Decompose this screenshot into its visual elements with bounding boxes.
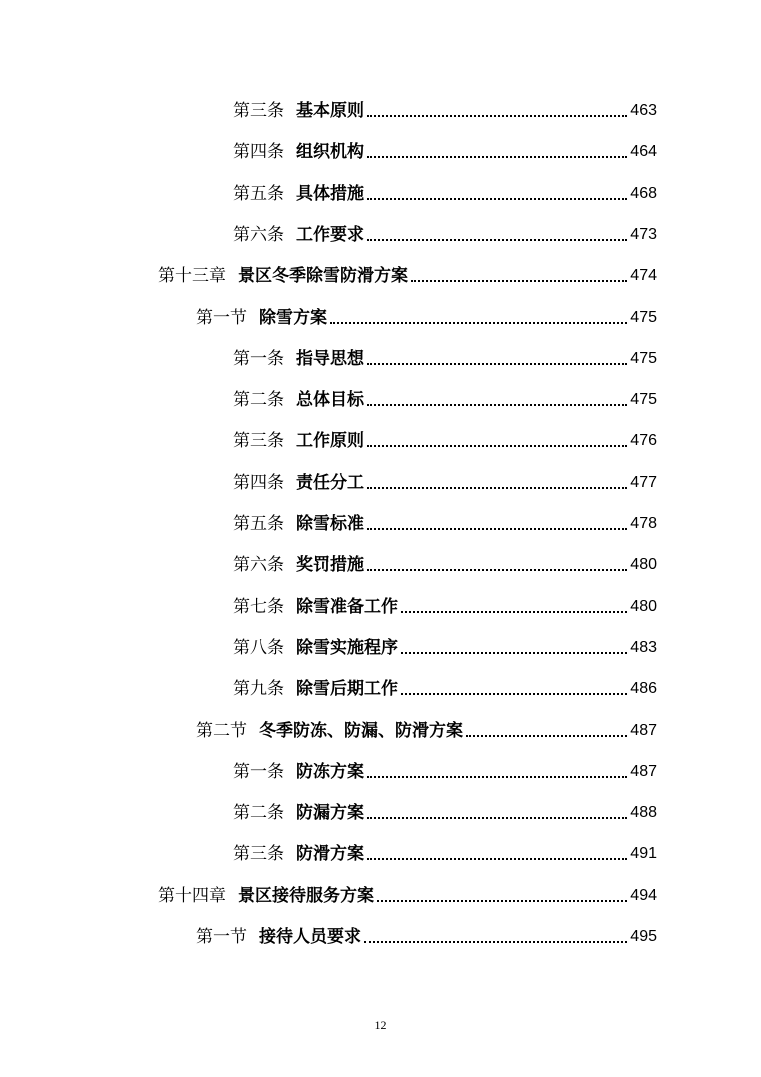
toc-dot-leader xyxy=(367,239,627,241)
toc-entry-title: 除雪后期工作 xyxy=(296,679,398,700)
toc-entry-article[interactable] xyxy=(233,798,657,824)
toc-entry-article[interactable] xyxy=(233,757,657,783)
toc-entry-article[interactable] xyxy=(233,344,657,370)
toc-entry-title: 指导思想 xyxy=(296,348,364,369)
toc-entry-page: 463 xyxy=(630,102,657,119)
toc-entry-title: 冬季防冻、防漏、防滑方案 xyxy=(259,720,463,741)
toc-entry-number: 第二条 xyxy=(233,390,284,411)
toc-entry-article[interactable] xyxy=(233,674,657,700)
toc-entry-number: 第五条 xyxy=(233,183,284,204)
toc-entry-chapter[interactable] xyxy=(158,261,657,287)
toc-entry-title: 防冻方案 xyxy=(296,761,364,782)
toc-entry-number: 第八条 xyxy=(233,637,284,658)
toc-dot-leader xyxy=(367,776,627,778)
toc-dot-leader xyxy=(401,652,627,654)
toc-dot-leader xyxy=(401,611,627,613)
toc-entry-title: 除雪标准 xyxy=(296,514,364,534)
toc-entry-page: 468 xyxy=(630,184,657,202)
toc-entry-article[interactable] xyxy=(233,96,657,122)
toc-entry-page: 476 xyxy=(630,432,657,450)
toc-dot-leader xyxy=(364,941,627,943)
toc-dot-leader xyxy=(367,198,627,200)
toc-dot-leader xyxy=(367,487,627,489)
toc-entry-page: 475 xyxy=(630,308,657,326)
toc-entry-article[interactable] xyxy=(233,220,657,246)
toc-entry-number: 第十三章 xyxy=(158,266,226,287)
toc-entry-title: 除雪实施程序 xyxy=(296,637,398,658)
toc-entry-article[interactable] xyxy=(233,468,657,494)
toc-dot-leader xyxy=(411,280,627,282)
toc-entry-page: 477 xyxy=(630,473,657,491)
toc-dot-leader xyxy=(367,363,627,365)
toc-entry-number: 第一节 xyxy=(196,927,247,947)
toc-entry-number: 第六条 xyxy=(233,555,284,576)
toc-entry-chapter[interactable] xyxy=(158,881,657,907)
toc-dot-leader xyxy=(367,115,627,117)
toc-entry-page: 478 xyxy=(630,515,657,532)
toc-entry-page: 464 xyxy=(630,143,657,161)
page-number: 12 xyxy=(374,1018,387,1032)
toc-entry-number: 第三条 xyxy=(233,844,284,865)
toc-entry-article[interactable] xyxy=(233,385,657,411)
toc-entry-number: 第一条 xyxy=(233,348,284,369)
toc-entry-number: 第一条 xyxy=(233,761,284,782)
toc-entry-title: 基本原则 xyxy=(296,101,364,121)
toc-dot-leader xyxy=(367,156,627,158)
toc-entry-article[interactable] xyxy=(233,509,657,535)
toc-entry-title: 防漏方案 xyxy=(296,803,364,824)
toc-entry-article[interactable] xyxy=(233,179,657,205)
toc-entry-article[interactable] xyxy=(233,137,657,163)
toc-entry-article[interactable] xyxy=(233,426,657,452)
toc-entry-page: 494 xyxy=(630,886,657,904)
toc-dot-leader xyxy=(330,322,627,324)
toc-entry-title: 奖罚措施 xyxy=(296,555,364,576)
toc-entry-page: 475 xyxy=(630,391,657,409)
toc-entry-number: 第九条 xyxy=(233,679,284,700)
toc-entry-article[interactable] xyxy=(233,550,657,576)
toc-entry-number: 第四条 xyxy=(233,142,284,163)
toc-entry-article[interactable] xyxy=(233,839,657,865)
toc-dot-leader xyxy=(367,445,627,447)
toc-entry-number: 第三条 xyxy=(233,101,284,121)
toc-entry-page: 488 xyxy=(630,804,657,822)
toc-dot-leader xyxy=(401,693,627,695)
toc-entry-number: 第五条 xyxy=(233,514,284,534)
toc-entry-page: 491 xyxy=(630,845,657,863)
toc-dot-leader xyxy=(377,900,627,902)
toc-dot-leader xyxy=(367,858,627,860)
toc-entry-section[interactable] xyxy=(196,303,657,329)
toc-entry-article[interactable] xyxy=(233,592,657,618)
toc-entry-page: 487 xyxy=(630,721,657,739)
toc-entry-number: 第七条 xyxy=(233,596,284,617)
toc-dot-leader xyxy=(466,735,627,737)
toc-entry-page: 473 xyxy=(630,225,657,243)
toc-entry-title: 具体措施 xyxy=(296,183,364,204)
toc-entry-title: 组织机构 xyxy=(296,142,364,163)
toc-entry-title: 总体目标 xyxy=(296,390,364,411)
toc-entry-section[interactable] xyxy=(196,716,657,742)
toc-entry-number: 第六条 xyxy=(233,224,284,245)
toc-entry-article[interactable] xyxy=(233,633,657,659)
toc-entry-page: 475 xyxy=(630,349,657,367)
toc-entry-number: 第二条 xyxy=(233,803,284,824)
toc-entry-page: 495 xyxy=(630,928,657,945)
toc-dot-leader xyxy=(367,569,627,571)
toc-entry-number: 第一节 xyxy=(196,307,247,328)
toc-entry-title: 景区冬季除雪防滑方案 xyxy=(238,266,408,287)
toc-entry-title: 除雪准备工作 xyxy=(296,596,398,617)
toc-entry-title: 防滑方案 xyxy=(296,844,364,865)
toc-entry-number: 第三条 xyxy=(233,431,284,452)
toc-entry-section[interactable] xyxy=(196,922,657,948)
toc-dot-leader xyxy=(367,528,627,530)
toc-entry-page: 480 xyxy=(630,597,657,615)
toc-entry-page: 480 xyxy=(630,556,657,574)
toc-entry-title: 接待人员要求 xyxy=(259,927,361,947)
toc-entry-title: 景区接待服务方案 xyxy=(238,885,374,906)
toc-entry-page: 483 xyxy=(630,638,657,656)
toc-entry-title: 工作原则 xyxy=(296,431,364,452)
toc-entry-title: 除雪方案 xyxy=(259,307,327,328)
toc-entry-number: 第十四章 xyxy=(158,885,226,906)
toc-entry-title: 工作要求 xyxy=(296,224,364,245)
toc-dot-leader xyxy=(367,404,627,406)
toc-entry-page: 474 xyxy=(630,267,657,285)
toc-entry-page: 486 xyxy=(630,680,657,698)
toc-entry-title: 责任分工 xyxy=(296,472,364,493)
toc-entry-page: 487 xyxy=(630,762,657,780)
toc-entry-number: 第二节 xyxy=(196,720,247,741)
toc-entry-number: 第四条 xyxy=(233,472,284,493)
toc-dot-leader xyxy=(367,817,627,819)
